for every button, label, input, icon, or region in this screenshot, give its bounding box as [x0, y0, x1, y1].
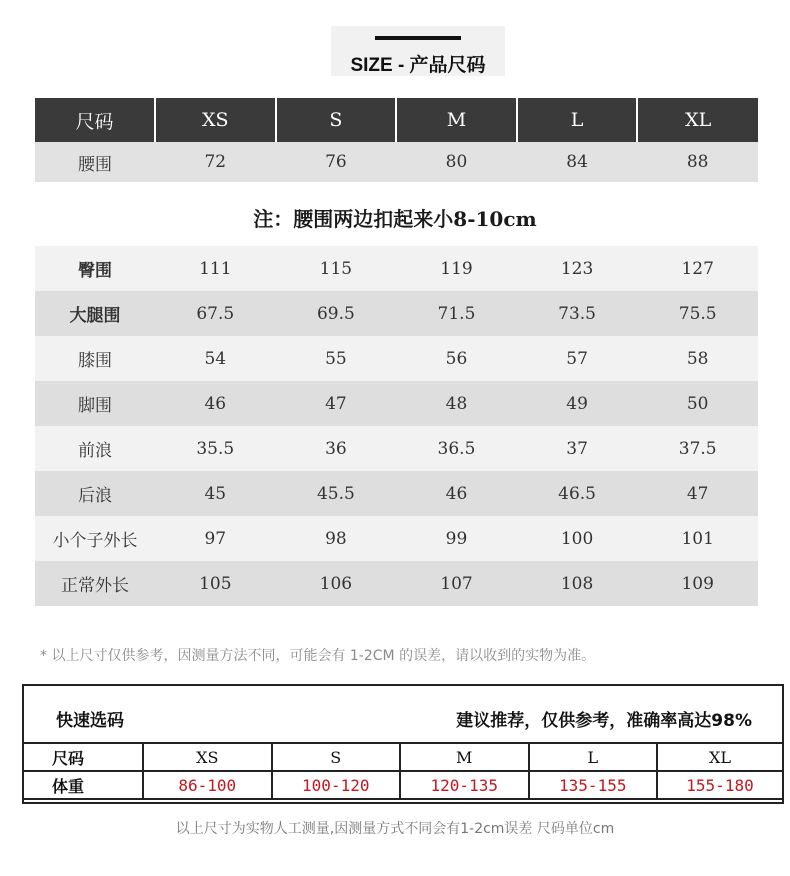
- table-cell: 80: [396, 142, 517, 182]
- table-cell: 47: [276, 381, 397, 426]
- table-cell: 54: [155, 336, 276, 381]
- measurement-table: [35, 246, 758, 606]
- size-header-cell: XL: [637, 98, 758, 142]
- disclaimer-text: * 以上尺寸仅供参考，因测量方法不同，可能会有 1-2CM 的误差，请以收到的实物为准。: [40, 648, 596, 664]
- weight-cell: 135-155: [529, 771, 658, 799]
- table-cell: 107: [396, 561, 517, 606]
- row-label: 前浪: [35, 426, 155, 471]
- table-cell: 35.5: [155, 426, 276, 471]
- size-cell: S: [272, 743, 401, 771]
- quick-select-table: [22, 742, 784, 800]
- table-cell: 36.5: [396, 426, 517, 471]
- size-header-cell: L: [517, 98, 638, 142]
- table-cell: 46.5: [517, 471, 638, 516]
- table-cell: 45: [155, 471, 276, 516]
- table-cell: 55: [276, 336, 397, 381]
- table-cell: 109: [637, 561, 758, 606]
- table-cell: 98: [276, 516, 397, 561]
- table-cell: 47: [637, 471, 758, 516]
- table-cell: 50: [637, 381, 758, 426]
- table-cell: 69.5: [276, 291, 397, 336]
- row-label: 脚围: [35, 381, 155, 426]
- table-cell: 88: [637, 142, 758, 182]
- table-row: [35, 246, 758, 291]
- size-cell: L: [529, 743, 658, 771]
- size-row: [23, 743, 783, 771]
- table-cell: 123: [517, 246, 638, 291]
- table-cell: 115: [276, 246, 397, 291]
- row-label: 臀围: [35, 246, 155, 291]
- table-cell: 46: [155, 381, 276, 426]
- quick-select-title: 快速选码: [56, 711, 124, 731]
- table-cell: 37: [517, 426, 638, 471]
- row-label: 正常外长: [35, 561, 155, 606]
- table-row: [35, 426, 758, 471]
- table-cell: 72: [155, 142, 276, 182]
- row-label: 大腿围: [35, 291, 155, 336]
- size-cell: XL: [657, 743, 783, 771]
- table-row: [35, 291, 758, 336]
- size-header-cell: 尺码: [35, 98, 155, 142]
- table-row: [35, 336, 758, 381]
- row-label: 小个子外长: [35, 516, 155, 561]
- recommendation-text: 建议推荐，仅供参考，准确率高达98%: [456, 711, 752, 731]
- table-cell: 73.5: [517, 291, 638, 336]
- table-cell: 119: [396, 246, 517, 291]
- table-cell: 49: [517, 381, 638, 426]
- table-cell: 75.5: [637, 291, 758, 336]
- table-cell: 67.5: [155, 291, 276, 336]
- size-header-cell: XS: [155, 98, 276, 142]
- title-decoration-bar: [375, 36, 461, 40]
- size-header-cell: M: [396, 98, 517, 142]
- size-waist-table: [35, 98, 758, 182]
- size-header-cell: S: [276, 98, 397, 142]
- row-label: 体重: [23, 771, 143, 799]
- size-cell: M: [400, 743, 529, 771]
- table-cell: 37.5: [637, 426, 758, 471]
- table-cell: 76: [276, 142, 397, 182]
- table-row: [35, 516, 758, 561]
- size-header-row: [35, 98, 758, 142]
- weight-row: [23, 771, 783, 799]
- row-label: 腰围: [35, 142, 155, 182]
- row-label: 尺码: [23, 743, 143, 771]
- weight-cell: 155-180: [657, 771, 783, 799]
- waist-row: [35, 142, 758, 182]
- size-cell: XS: [143, 743, 272, 771]
- table-row: [35, 561, 758, 606]
- footer-note: 以上尺寸为实物人工测量,因测量方式不同会有1-2cm误差 尺码单位cm: [175, 821, 615, 837]
- table-cell: 56: [396, 336, 517, 381]
- table-cell: 58: [637, 336, 758, 381]
- table-cell: 106: [276, 561, 397, 606]
- weight-cell: 100-120: [272, 771, 401, 799]
- table-row: [35, 471, 758, 516]
- table-cell: 97: [155, 516, 276, 561]
- page-title: SIZE - 产品尺码: [350, 55, 486, 76]
- weight-cell: 86-100: [143, 771, 272, 799]
- title-box: [331, 26, 505, 76]
- table-cell: 111: [155, 246, 276, 291]
- table-cell: 57: [517, 336, 638, 381]
- table-cell: 48: [396, 381, 517, 426]
- table-cell: 100: [517, 516, 638, 561]
- table-row: [35, 381, 758, 426]
- row-label: 膝围: [35, 336, 155, 381]
- table-cell: 108: [517, 561, 638, 606]
- table-cell: 105: [155, 561, 276, 606]
- table-cell: 101: [637, 516, 758, 561]
- table-cell: 45.5: [276, 471, 397, 516]
- table-cell: 46: [396, 471, 517, 516]
- table-cell: 99: [396, 516, 517, 561]
- table-cell: 84: [517, 142, 638, 182]
- table-cell: 36: [276, 426, 397, 471]
- table-cell: 127: [637, 246, 758, 291]
- table-cell: 71.5: [396, 291, 517, 336]
- weight-cell: 120-135: [400, 771, 529, 799]
- row-label: 后浪: [35, 471, 155, 516]
- waist-note: 注：腰围两边扣起来小8-10cm: [253, 207, 537, 231]
- quick-select-box: [22, 684, 784, 804]
